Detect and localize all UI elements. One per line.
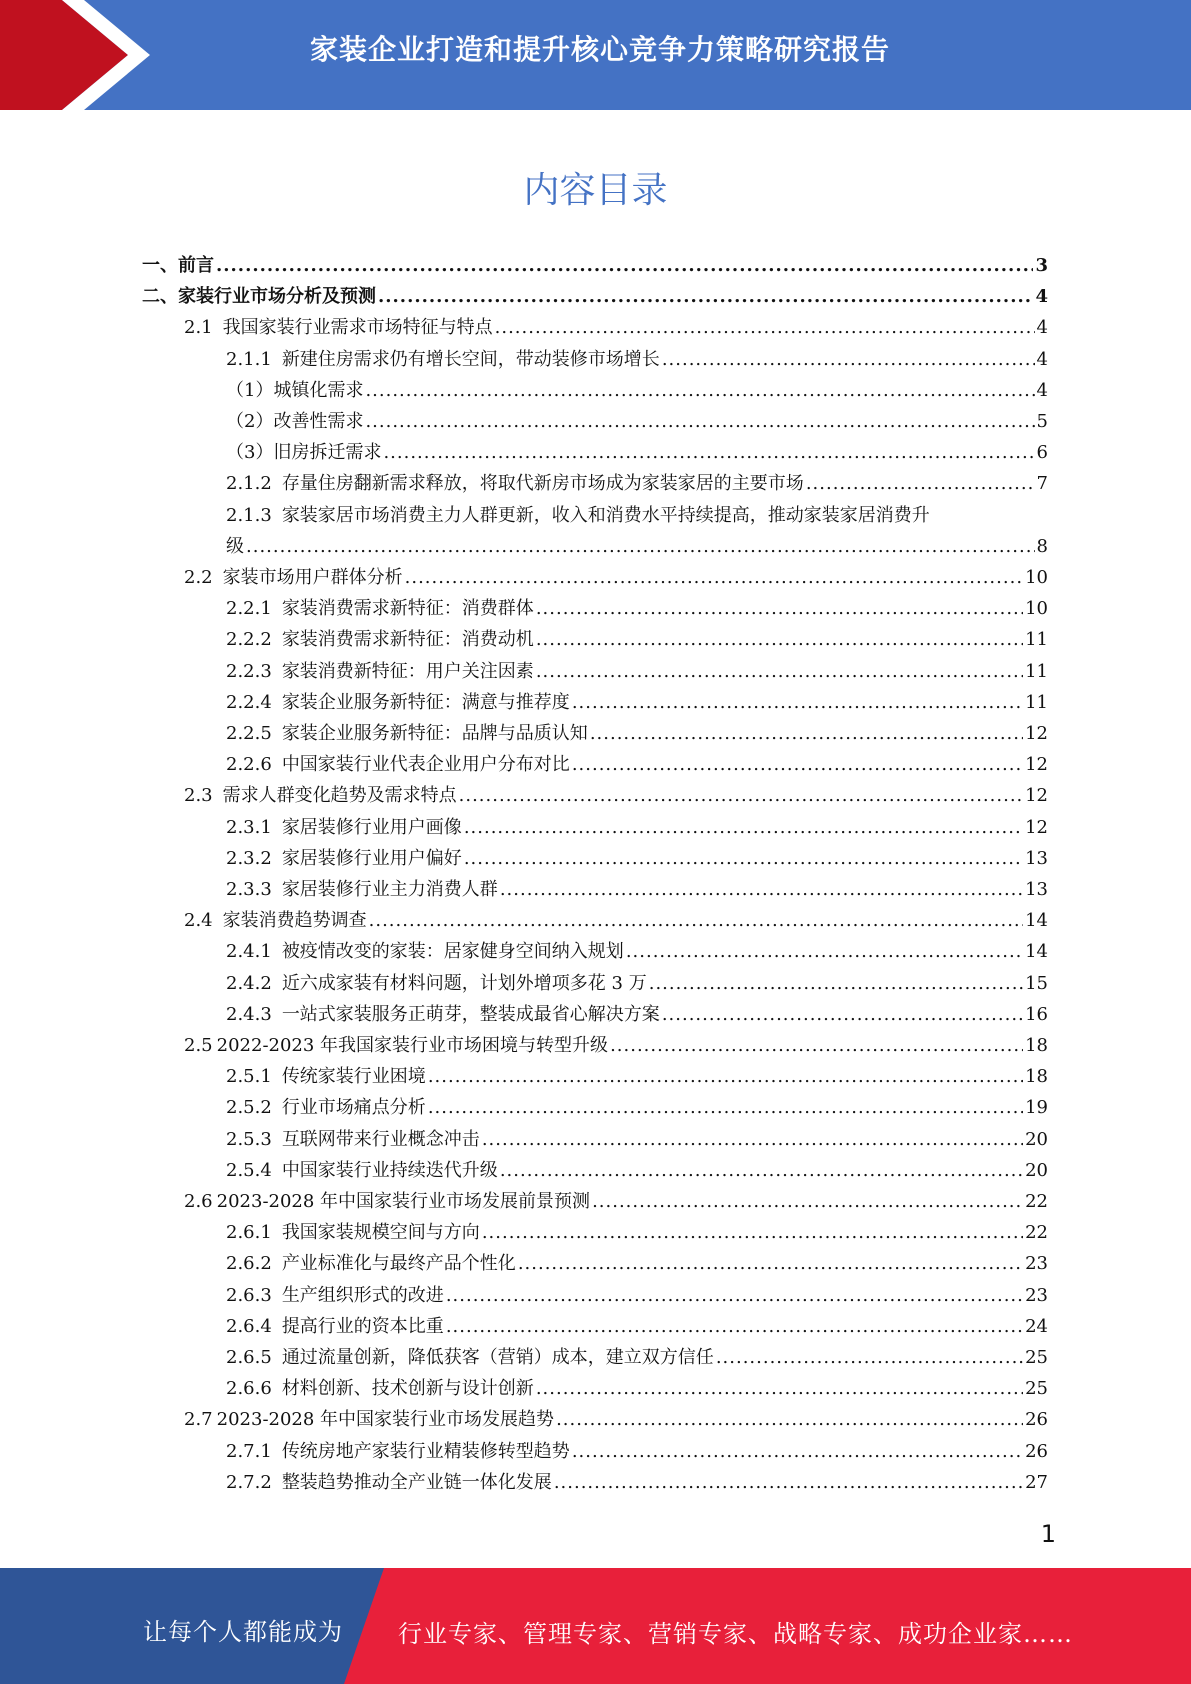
toc-entry-title: 需求人群变化趋势及需求特点 xyxy=(222,785,457,807)
toc-entry[interactable] xyxy=(142,254,1048,282)
toc-entry-title: 家居装修行业用户偏好 xyxy=(281,847,462,869)
toc-entry-title: 2023-2028 年中国家装行业市场发展前景预测 xyxy=(216,1191,591,1212)
toc-leader-dots xyxy=(572,691,1023,715)
toc-entry-page: 3 xyxy=(1035,255,1048,276)
toc-entry-number: 2.6.2 xyxy=(226,1253,272,1275)
toc-entry-page: 26 xyxy=(1025,1409,1048,1431)
toc-entry-number: 2.1.2 xyxy=(226,473,272,495)
toc-entry[interactable] xyxy=(226,1065,1048,1093)
toc-entry-number: 2.6.4 xyxy=(226,1315,272,1337)
toc-leader-dots xyxy=(482,1128,1023,1152)
toc-entry-page: 12 xyxy=(1025,816,1048,838)
toc-entry-number: 2.1.3 xyxy=(226,504,272,526)
toc-entry-number: 2.6.1 xyxy=(226,1222,272,1244)
toc-entry-number: （3） xyxy=(226,442,274,464)
toc-entry[interactable] xyxy=(226,1252,1048,1280)
toc-leader-dots xyxy=(464,847,1023,871)
toc-entry-title: 家居装修行业主力消费人群 xyxy=(281,879,498,900)
toc-entry[interactable] xyxy=(226,691,1048,719)
toc-entry-number: 2.4.3 xyxy=(226,1003,272,1025)
toc-entry-page: 7 xyxy=(1036,473,1048,495)
toc-entry-page: 20 xyxy=(1025,1159,1048,1181)
toc-entry[interactable] xyxy=(226,878,1048,906)
toc-entry-number: 2.6.5 xyxy=(226,1347,272,1368)
toc-entry[interactable] xyxy=(226,753,1048,781)
toc-entry-title: 存量住房翻新需求释放，将取代新房市场成为家装家居的主要市场 xyxy=(281,473,804,495)
toc-entry-number: 2.2 xyxy=(184,567,213,588)
toc-leader-dots xyxy=(365,410,1034,434)
toc-entry[interactable] xyxy=(226,722,1048,750)
toc-entry-page: 20 xyxy=(1025,1128,1048,1150)
toc-entry-page: 19 xyxy=(1025,1097,1048,1119)
toc-leader-dots xyxy=(610,1034,1023,1058)
toc-entry-page: 18 xyxy=(1025,1035,1048,1056)
toc-leader-dots xyxy=(536,597,1023,621)
toc-entry-page: 25 xyxy=(1025,1347,1048,1368)
toc-entry-number: 2.6.6 xyxy=(226,1378,272,1400)
toc-entry-title: 传统房地产家装行业精装修转型趋势 xyxy=(281,1440,570,1462)
toc-leader-dots xyxy=(572,753,1023,777)
toc-entry[interactable] xyxy=(226,504,1048,532)
toc-entry[interactable] xyxy=(226,410,1048,438)
toc-entry-page: 8 xyxy=(1036,535,1048,557)
toc-entry[interactable] xyxy=(226,1440,1048,1468)
toc-entry-title: 传统家装行业困境 xyxy=(281,1066,426,1088)
toc-entry-number: 2.3 xyxy=(184,785,213,807)
toc-entry-title: 家装行业市场分析及预测 xyxy=(178,286,376,308)
toc-leader-dots xyxy=(536,660,1023,684)
toc-entry-number: 2.3.3 xyxy=(226,879,272,900)
toc-entry-page: 13 xyxy=(1025,847,1048,869)
toc-entry-page: 5 xyxy=(1036,411,1048,432)
toc-entry[interactable] xyxy=(226,816,1048,844)
toc-entry-page: 12 xyxy=(1025,785,1048,807)
toc-entry-page: 10 xyxy=(1025,567,1048,588)
toc-entry-title: 家装家居市场消费主力人群更新，收入和消费水平持续提高，推动家装家居消费升 xyxy=(281,504,930,526)
toc-leader-dots xyxy=(428,1065,1023,1089)
toc-entry-title: 整装趋势推动全产业链一体化发展 xyxy=(281,1471,552,1493)
toc-entry[interactable] xyxy=(226,1096,1048,1124)
toc-leader-dots xyxy=(500,878,1023,902)
toc-entry-number: 2.3.1 xyxy=(226,816,272,838)
toc-entry-title: 改善性需求 xyxy=(273,411,364,432)
toc-leader-dots xyxy=(518,1252,1023,1276)
toc-entry[interactable] xyxy=(226,441,1048,469)
toc-entry-page: 4 xyxy=(1036,379,1048,401)
toc-entry[interactable] xyxy=(226,1159,1048,1187)
toc-leader-dots xyxy=(446,1315,1023,1339)
toc-entry[interactable] xyxy=(142,285,1048,313)
toc-leader-dots xyxy=(495,316,1035,340)
toc-entry-page: 14 xyxy=(1025,910,1048,932)
toc-heading: 内容目录 xyxy=(523,170,668,211)
toc-entry[interactable] xyxy=(226,972,1048,1000)
footer-slogan-left: 让每个人都能成为 xyxy=(143,1618,343,1646)
toc-leader-dots xyxy=(626,940,1023,964)
toc-entry-number: 2.5 xyxy=(184,1035,213,1056)
toc-entry-page: 6 xyxy=(1036,442,1048,464)
toc-leader-dots xyxy=(446,1284,1023,1308)
report-title: 家装企业打造和提升核心竞争力策略研究报告 xyxy=(309,33,890,66)
toc-leader-dots xyxy=(649,972,1023,996)
toc-entry-page: 18 xyxy=(1025,1066,1048,1088)
toc-entry-title: 家装消费趋势调查 xyxy=(222,910,367,932)
toc-entry-title: 旧房拆迁需求 xyxy=(273,442,382,464)
toc-entry[interactable] xyxy=(226,379,1048,407)
toc-entry-number: 2.7 xyxy=(184,1409,213,1431)
toc-entry-number: 二、 xyxy=(142,286,178,308)
toc-entry-number: 2.6 xyxy=(184,1191,213,1212)
toc-entry-number: 2.2.2 xyxy=(226,629,272,651)
page-header xyxy=(0,0,1191,110)
toc-entry-title: 我国家装行业需求市场特征与特点 xyxy=(222,317,493,339)
toc-entry-number: 2.5.2 xyxy=(226,1097,272,1119)
toc-entry[interactable] xyxy=(226,1377,1048,1405)
toc-entry-number: 2.4.1 xyxy=(226,941,272,963)
toc-entry-number: 2.2.3 xyxy=(226,660,272,682)
toc-entry-title: 前言 xyxy=(178,255,214,276)
toc-entry-number: 2.3.2 xyxy=(226,847,272,869)
toc-leader-dots xyxy=(405,566,1023,590)
toc-leader-dots xyxy=(536,1377,1023,1401)
toc-entry-page: 15 xyxy=(1025,972,1048,994)
toc-entry-title: 2022-2023 年我国家装行业市场困境与转型升级 xyxy=(216,1035,609,1056)
toc-entry[interactable] xyxy=(226,1003,1048,1031)
toc-entry[interactable] xyxy=(184,316,1048,344)
toc-entry-number: 2.2.4 xyxy=(226,691,272,713)
toc-leader-dots xyxy=(365,379,1034,403)
toc-entry-title: 互联网带来行业概念冲击 xyxy=(281,1128,480,1150)
toc-leader-dots xyxy=(662,1003,1023,1027)
toc-entry[interactable] xyxy=(226,660,1048,688)
toc-entry-title: 我国家装规模空间与方向 xyxy=(281,1222,480,1244)
toc-entry-number: 2.5.1 xyxy=(226,1066,272,1088)
toc-leader-dots xyxy=(572,1440,1023,1464)
toc-entry[interactable] xyxy=(184,1408,1048,1436)
toc-entry-title: 家装企业服务新特征：品牌与品质认知 xyxy=(281,723,588,744)
header-arrow-decoration xyxy=(0,0,160,110)
toc-entry-page: 26 xyxy=(1025,1440,1048,1462)
toc-leader-dots xyxy=(459,784,1023,808)
footer-slogan-right: 行业专家、管理专家、营销专家、战略专家、成功企业家…… xyxy=(398,1620,1073,1648)
toc-entry-number: 2.4.2 xyxy=(226,972,272,994)
toc-entry-page: 11 xyxy=(1025,660,1048,682)
toc-leader-dots xyxy=(246,535,1035,559)
toc-entry-page: 4 xyxy=(1035,286,1048,308)
toc-entry-page: 14 xyxy=(1025,941,1048,963)
toc-leader-dots xyxy=(592,1190,1023,1214)
toc-entry-title: 材料创新、技术创新与设计创新 xyxy=(281,1378,534,1400)
toc-entry-title: 通过流量创新，降低获客（营销）成本，建立双方信任 xyxy=(281,1347,714,1368)
toc-entry-number: （1） xyxy=(226,379,274,401)
toc-leader-dots xyxy=(662,348,1035,372)
toc-entry[interactable] xyxy=(226,1315,1048,1343)
toc-entry-page: 23 xyxy=(1025,1284,1048,1306)
toc-entry-continuation[interactable] xyxy=(226,535,1048,563)
toc-entry-title: 中国家装行业持续迭代升级 xyxy=(281,1159,498,1181)
toc-entry-number: 2.7.2 xyxy=(226,1471,272,1493)
toc-entry-page: 16 xyxy=(1025,1003,1048,1025)
toc-leader-dots xyxy=(590,722,1023,746)
toc-entry-number: 一、 xyxy=(142,255,178,276)
toc-entry-title: 新建住房需求仍有增长空间，带动装修市场增长 xyxy=(281,348,660,370)
toc-entry-number: 2.2.6 xyxy=(226,754,272,776)
toc-entry[interactable] xyxy=(226,1128,1048,1156)
toc-entry-title: 家装消费新特征：用户关注因素 xyxy=(281,660,534,682)
toc-entry-number: 2.7.1 xyxy=(226,1440,272,1462)
toc-entry-number: 2.2.1 xyxy=(226,598,272,620)
toc-entry-title: 2023-2028 年中国家装行业市场发展趋势 xyxy=(216,1409,555,1431)
toc-entry-page: 22 xyxy=(1025,1191,1048,1212)
toc-entry-title: 行业市场痛点分析 xyxy=(281,1097,426,1119)
toc-entry[interactable] xyxy=(184,566,1048,594)
toc-entry-title: 一站式家装服务正萌芽，整装成最省心解决方案 xyxy=(281,1003,660,1025)
toc-entry-title: 城镇化需求 xyxy=(273,379,364,401)
toc-entry[interactable] xyxy=(226,940,1048,968)
toc-entry-number: 2.5.3 xyxy=(226,1128,272,1150)
toc-entry-page: 12 xyxy=(1025,754,1048,776)
toc-entry-number: 2.5.4 xyxy=(226,1159,272,1181)
toc-leader-dots xyxy=(383,441,1034,465)
toc-leader-dots xyxy=(369,909,1023,933)
toc-entry-title: 家装消费需求新特征：消费动机 xyxy=(281,629,534,651)
toc-entry-title: 中国家装行业代表企业用户分布对比 xyxy=(281,754,570,776)
toc-entry-number: 2.6.3 xyxy=(226,1284,272,1306)
toc-leader-dots xyxy=(464,816,1023,840)
toc-entry-page: 11 xyxy=(1025,629,1048,651)
toc-leader-dots xyxy=(500,1159,1023,1183)
toc-entry-page: 11 xyxy=(1025,691,1048,713)
toc-entry-page: 24 xyxy=(1025,1315,1048,1337)
toc-leader-dots xyxy=(554,1471,1023,1495)
toc-entry-title: 提高行业的资本比重 xyxy=(281,1315,444,1337)
toc-entry-title: 近六成家装有材料问题，计划外增项多花 3 万 xyxy=(281,972,647,994)
toc-entry[interactable] xyxy=(226,847,1048,875)
toc-entry-page: 10 xyxy=(1025,598,1048,620)
toc-entry-page: 4 xyxy=(1036,348,1048,370)
toc-entry-number: （2） xyxy=(226,411,274,432)
toc-entry-title-continued: 级 xyxy=(226,535,244,557)
toc-entry-title: 家居装修行业用户画像 xyxy=(281,816,462,838)
toc-leader-dots xyxy=(428,1096,1023,1120)
toc-leader-dots xyxy=(216,254,1033,278)
toc-entry[interactable] xyxy=(226,348,1048,376)
toc-entry[interactable] xyxy=(226,628,1048,656)
toc-entry-page: 12 xyxy=(1025,723,1048,744)
toc-entry-page: 4 xyxy=(1036,317,1048,339)
toc-entry-title: 产业标准化与最终产品个性化 xyxy=(281,1253,516,1275)
toc-entry[interactable] xyxy=(226,1471,1048,1499)
toc-entry[interactable] xyxy=(226,1346,1048,1374)
toc-entry-title: 生产组织形式的改进 xyxy=(281,1284,444,1306)
toc-leader-dots xyxy=(378,285,1033,309)
toc-entry[interactable] xyxy=(184,784,1048,812)
toc-entry-title: 被疫情改变的家装：居家健身空间纳入规划 xyxy=(281,941,624,963)
toc-leader-dots xyxy=(556,1408,1023,1432)
toc-leader-dots xyxy=(536,628,1023,652)
toc-entry[interactable] xyxy=(226,1221,1048,1249)
toc-leader-dots xyxy=(482,1221,1023,1245)
toc-leader-dots xyxy=(716,1346,1023,1370)
toc-entry-page: 13 xyxy=(1025,879,1048,900)
toc-entry-number: 2.1 xyxy=(184,317,213,339)
toc-entry[interactable] xyxy=(226,472,1048,500)
toc-entry-title: 家装企业服务新特征：满意与推荐度 xyxy=(281,691,570,713)
toc-leader-dots xyxy=(806,472,1035,496)
toc-entry[interactable] xyxy=(184,1034,1048,1062)
toc-entry[interactable] xyxy=(184,1190,1048,1218)
toc-entry[interactable] xyxy=(226,597,1048,625)
toc-entry[interactable] xyxy=(184,909,1048,937)
toc-entry-page: 22 xyxy=(1025,1222,1048,1244)
toc-entry-number: 2.2.5 xyxy=(226,723,272,744)
toc-entry-number: 2.1.1 xyxy=(226,348,272,370)
page-number: 1 xyxy=(1040,1520,1056,1548)
toc-entry-title: 家装消费需求新特征：消费群体 xyxy=(281,598,534,620)
toc-entry-page: 23 xyxy=(1025,1253,1048,1275)
toc-entry[interactable] xyxy=(226,1284,1048,1312)
toc-entry-number: 2.4 xyxy=(184,910,213,932)
toc-entry-title: 家装市场用户群体分析 xyxy=(222,567,403,588)
toc-entry-page: 25 xyxy=(1025,1378,1048,1400)
toc-entry-page: 27 xyxy=(1025,1471,1048,1493)
